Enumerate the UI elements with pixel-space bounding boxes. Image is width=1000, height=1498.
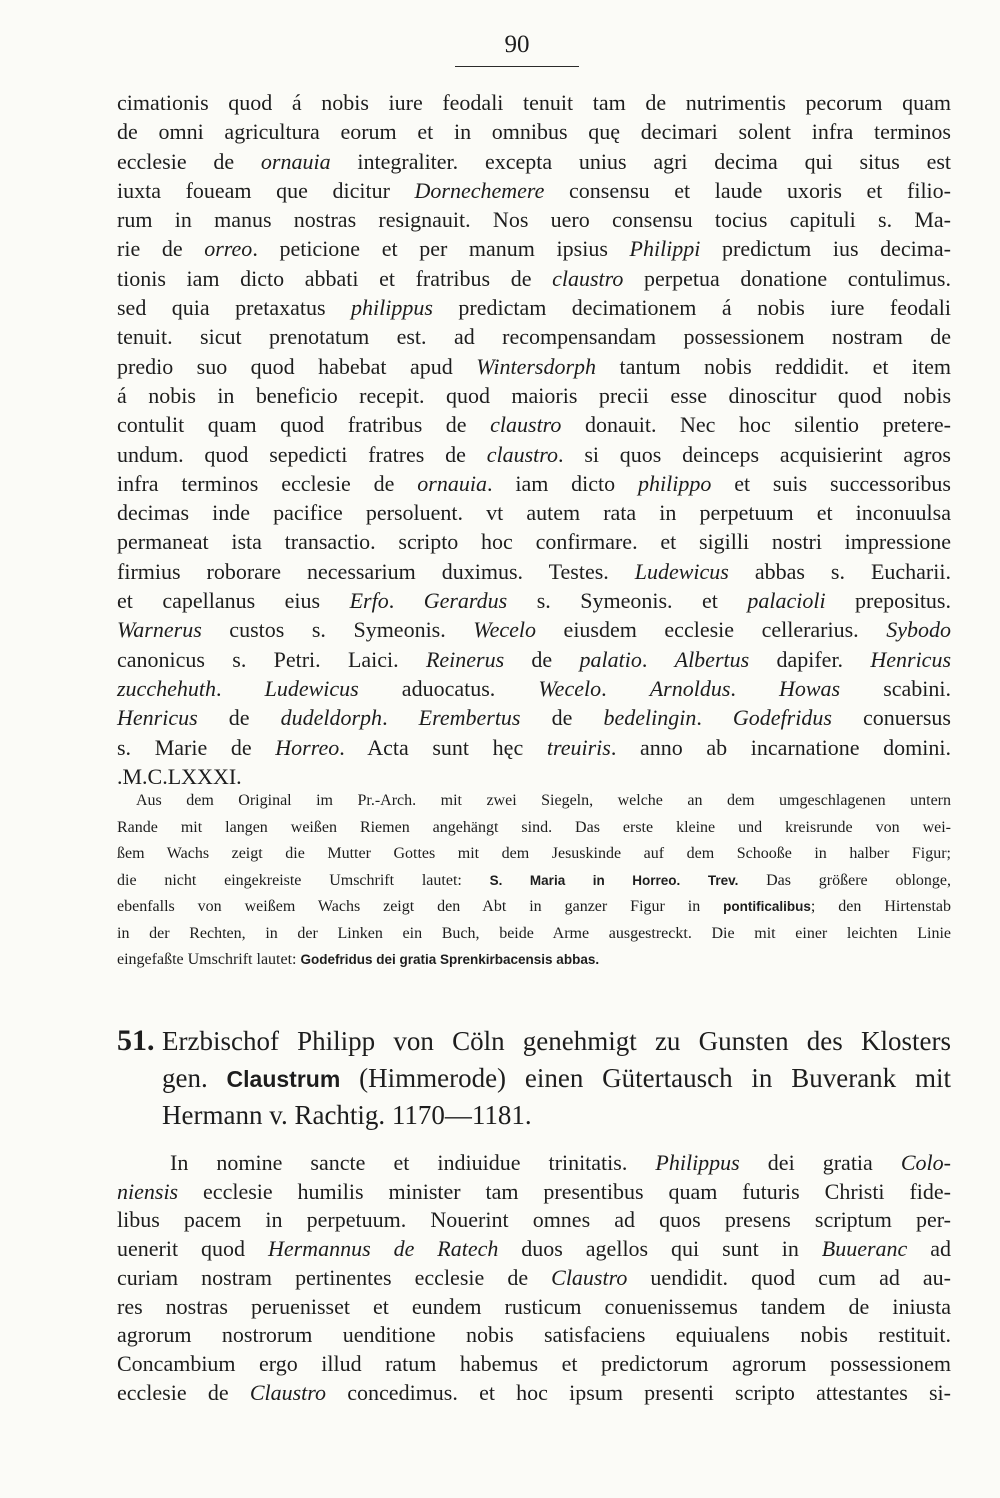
italic-text: Claustro <box>249 1379 327 1405</box>
text: sed quia pretaxatus <box>117 295 351 321</box>
text: . anno ab incarnatione domini. <box>610 734 951 760</box>
italic-text: Claustro <box>551 1264 628 1290</box>
text: s. Symeonis. et <box>507 588 748 614</box>
text-line <box>117 469 951 498</box>
text: In nomine sancte et indiuidue trinitatis. <box>170 1150 656 1175</box>
text: ecclesie de <box>117 1379 250 1405</box>
italic-text: Ludewicus <box>634 558 729 584</box>
text: . <box>388 588 424 614</box>
heading-line <box>117 1060 951 1098</box>
text: et suis successoribus <box>711 470 951 496</box>
italic-text: ornauia <box>260 148 331 174</box>
italic-text: Wecelo <box>473 617 537 643</box>
text: . <box>601 675 650 701</box>
text: dapifer. <box>749 646 871 672</box>
note-line: Rande mit langen weißen Riemen angehängt sind. Das erste kleine und kreisrunde von wei- <box>117 818 951 836</box>
text: de <box>504 646 580 672</box>
italic-text: claustro <box>490 412 562 438</box>
italic-text: Howas <box>779 675 841 701</box>
note-line: Aus dem Original im Pr.-Arch. mit zwei Siegeln, welche an dem umgeschlagenen untern <box>136 792 951 809</box>
text: uenerit quod <box>117 1236 268 1262</box>
text: predictam decimationem á nobis iure feodali <box>432 295 951 321</box>
text-line <box>117 264 951 293</box>
text: Das größere oblonge, <box>738 871 951 889</box>
text-line <box>117 733 951 762</box>
text: . si quos deinceps acquisierint agros <box>558 441 951 467</box>
text-line <box>117 557 951 586</box>
text: consensu et laude uxoris et filio- <box>544 177 951 203</box>
antiqua-text: Claustrum <box>226 1065 341 1092</box>
text: prepositus. <box>825 588 951 614</box>
text: ecclesie humilis minister tam presentibus quam futuris Christi fide- <box>178 1178 951 1204</box>
italic-text: Dornechemere <box>414 177 545 203</box>
document-heading <box>117 1023 951 1134</box>
italic-text: Erfo <box>349 588 389 614</box>
seal-inscription: S. Maria in Horreo. Trev. <box>489 872 739 888</box>
text-line: rum in manus nostras resignauit. Nos uero consensu tocius capituli s. Ma- <box>117 207 951 233</box>
text-line: libus pacem in perpetuum. Nouerint omnes ad quos presens scriptum per- <box>117 1207 951 1233</box>
text: perpetua donatione contulimus. <box>623 265 951 291</box>
text-line: res nostras peruenisset et eundem rusticum conuenissemus tandem de iniusta <box>117 1293 951 1319</box>
text-line: tenuit. sicut prenotatum est. ad recompensandam possessionem nostram de <box>117 324 951 350</box>
italic-text: Reinerus <box>425 646 505 672</box>
text: et capellanus eius <box>117 588 350 614</box>
italic-text: Arnoldus <box>649 675 731 701</box>
text: . <box>730 675 779 701</box>
italic-text: Godefridus <box>732 705 832 731</box>
antiqua-text: pontificalibus <box>723 899 811 914</box>
text: . <box>696 705 733 731</box>
text: curiam nostram pertinentes ecclesie de <box>117 1264 552 1290</box>
italic-text: palatio <box>579 646 642 672</box>
text-line <box>117 1264 951 1293</box>
text: tionis iam dicto abbati et fratribus de <box>117 265 553 291</box>
text: donauit. Nec hoc silentio pretere- <box>561 412 951 438</box>
text: . Acta sunt hęc <box>339 734 547 760</box>
text: predio suo quod habebat apud <box>117 353 477 379</box>
heading-line <box>117 1023 951 1060</box>
text: (Himmerode) einen Gütertausch in Buverank mit <box>340 1062 951 1093</box>
text: ; den Hirtenstab <box>810 898 951 915</box>
seal-inscription: Godefridus dei gratia Sprenkirbacensis abbas. <box>300 952 600 967</box>
italic-text: orreo <box>204 236 253 262</box>
text: . <box>382 705 419 731</box>
italic-text: Warnerus <box>117 617 202 643</box>
text-line: á nobis in beneficio recepit. quod maioris precii esse dinoscitur quod nobis <box>117 382 951 408</box>
italic-text: Horreo <box>275 734 340 760</box>
text: die nicht eingekreiste Umschrift lautet: <box>117 871 490 889</box>
italic-text: Colo- <box>900 1150 951 1175</box>
text-line: Concambium ergo illud ratum habemus et predictorum agrorum possessionem <box>117 1350 951 1376</box>
text-line <box>117 615 951 644</box>
text: rie de <box>117 236 205 262</box>
text: gen. <box>162 1062 227 1093</box>
note-line: in der Rechten, in der Linken ein Buch, beide Arme ausgestreckt. Die mit einer leichten Linie <box>117 924 951 942</box>
text: s. Marie de <box>117 734 276 760</box>
text-line <box>117 1149 951 1178</box>
text-line <box>117 440 951 469</box>
text: undum. quod sepedicti fratres de <box>117 441 487 467</box>
note-line <box>117 947 951 974</box>
text: eiusdem ecclesie cellerarius. <box>536 617 887 643</box>
text: iuxta foueam que dicitur <box>117 177 415 203</box>
page-number: 90 <box>504 31 530 58</box>
italic-text: claustro <box>486 441 559 467</box>
text-line <box>117 410 951 439</box>
italic-text: niensis <box>117 1178 179 1204</box>
text-line <box>117 645 951 674</box>
italic-text: zucchehuth <box>117 675 216 701</box>
italic-text: Philippi <box>629 236 701 262</box>
text: ad <box>907 1236 951 1262</box>
text: firmius roborare necessarium duximus. Testes. <box>117 558 635 584</box>
italic-text: bedelingin <box>603 705 697 731</box>
text: integraliter. excepta unius agri decima qui situs est <box>330 148 952 174</box>
text-line <box>117 703 951 732</box>
text-line <box>117 1379 951 1408</box>
text: uendidit. quod cum ad au- <box>627 1264 951 1290</box>
italic-text: Henricus <box>870 646 952 672</box>
italic-text: Philippus <box>655 1150 740 1175</box>
text: custos s. Symeonis. <box>201 617 474 643</box>
text-line: .M.C.LXXXI. <box>117 763 242 789</box>
text: aduocatus. <box>358 675 539 701</box>
text: concedimus. et hoc ipsum presenti scripto attestantes si- <box>326 1379 951 1405</box>
text-line <box>117 1178 951 1207</box>
text: scabini. <box>840 675 952 701</box>
text-line: agrorum nostrorum uenditione nobis satisfaciens equiualens nobis restituit. <box>117 1322 951 1348</box>
italic-text: Gerardus <box>423 588 508 614</box>
text: tantum nobis reddidit. et item <box>596 353 952 379</box>
italic-text: treuiris <box>546 734 611 760</box>
text: contulit quam quod fratribus de <box>117 412 491 438</box>
text-line <box>117 176 951 205</box>
text: abbas s. Eucharii. <box>728 558 951 584</box>
italic-text: Hermannus de Ratech <box>267 1236 499 1262</box>
text: infra terminos ecclesie de <box>117 470 418 496</box>
text-line <box>117 293 951 322</box>
italic-text: palacioli <box>747 588 826 614</box>
text: . <box>641 646 675 672</box>
text: . <box>215 675 265 701</box>
italic-text: dudeldorph <box>280 705 383 731</box>
text: de <box>197 705 281 731</box>
text: ecclesie de <box>117 148 261 174</box>
heading-line: Hermann v. Rachtig. 1170—1181. <box>162 1100 532 1130</box>
italic-text: ornauia <box>417 470 487 496</box>
italic-text: philippo <box>638 470 712 496</box>
text: de <box>520 705 604 731</box>
note-line: ßem Wachs zeigt die Mutter Gottes mit dem Jesuskinde auf dem Schooße in halber Figur; <box>117 845 951 862</box>
charter-51-text <box>117 1149 951 1407</box>
text-line <box>117 234 951 263</box>
text-line: permaneat ista transactio. scripto hoc confirmare. et sigilli nostri impressione <box>117 529 951 555</box>
text-line <box>117 674 951 703</box>
text: ebenfalls von weißem Wachs zeigt den Abt in ganzer Figur in <box>117 898 724 915</box>
text-line <box>117 352 951 381</box>
text: . iam dicto <box>486 470 639 496</box>
italic-text: Albertus <box>674 646 750 672</box>
text-line <box>117 586 951 615</box>
text: . peticione et per manum ipsius <box>252 236 630 262</box>
italic-text: Erembertus <box>418 705 521 731</box>
text-line: cimationis quod á nobis iure feodali tenuit tam de nutrimentis pecorum quam <box>117 90 951 115</box>
source-note <box>117 788 951 974</box>
header-rule <box>455 66 579 67</box>
text: Erzbischof Philipp von Cöln genehmigt zu Gunsten des Klosters <box>162 1026 951 1056</box>
italic-text: Sybodo <box>886 617 951 643</box>
italic-text: Ludewicus <box>264 675 359 701</box>
text: duos agellos qui sunt in <box>498 1236 822 1262</box>
italic-text: claustro <box>552 265 624 291</box>
italic-text: Henricus <box>117 705 198 731</box>
text: eingefaßte Umschrift lautet: <box>117 951 301 968</box>
italic-text: Wecelo <box>538 675 602 701</box>
document-number: 51. <box>117 1024 155 1057</box>
italic-text: Wintersdorph <box>476 353 597 379</box>
text: predictum ius decima- <box>700 236 952 262</box>
text: canonicus s. Petri. Laici. <box>117 646 426 672</box>
text-line <box>117 1235 951 1264</box>
text: dei gratia <box>739 1150 901 1175</box>
note-line <box>117 868 951 895</box>
italic-text: Buueranc <box>821 1236 908 1262</box>
text-line: de omni agricultura eorum et in omnibus quę decimari solent infra terminos <box>117 119 951 145</box>
text-line: decimas inde pacifice persoluent. vt autem rata in perpetuum et inconuulsa <box>117 500 951 526</box>
charter-50-text <box>117 88 951 791</box>
note-line <box>117 894 951 921</box>
italic-text: philippus <box>351 295 433 321</box>
text-line <box>117 147 951 176</box>
text: conuersus <box>831 705 951 731</box>
